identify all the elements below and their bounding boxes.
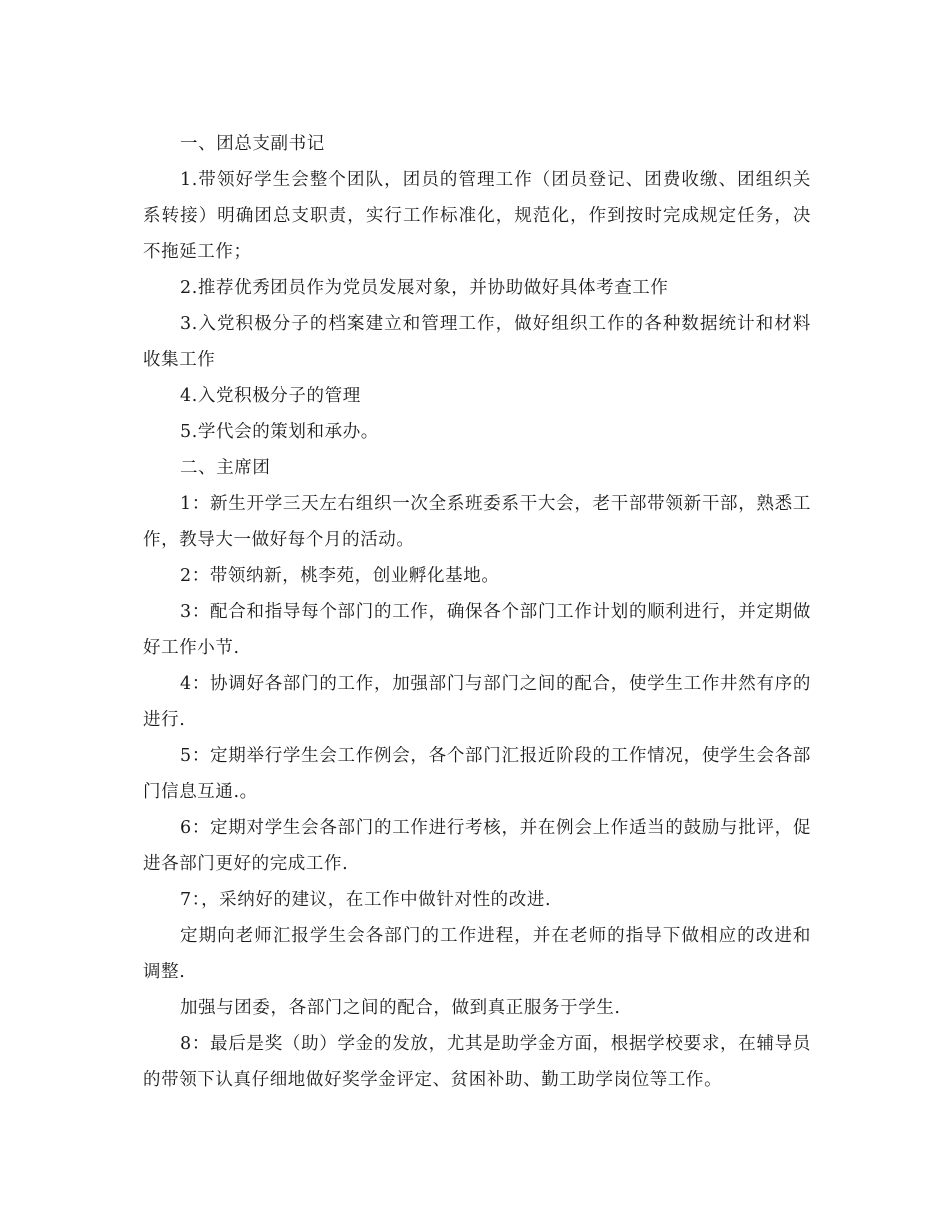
section-heading-deputy-secretary: 一、团总支副书记 xyxy=(180,134,325,154)
paragraph: 4.入党积极分子的管理 xyxy=(180,386,361,406)
paragraph: 2.推荐优秀团员作为党员发展对象，并协助做好具体考查工作 xyxy=(180,278,669,298)
paragraph: 1：新生开学三天左右组织一次全系班委系干大会，老干部带领新干部，熟悉工作，教导大一做好每个月的活动。 xyxy=(143,494,811,550)
paragraph: 5：定期举行学生会工作例会，各个部门汇报近阶段的工作情况，使学生会各部门信息互通.。 xyxy=(143,746,811,802)
paragraph: 1.带领好学生会整个团队，团员的管理工作（团员登记、团费收缴、团组织关系转接）明确团总支职责，实行工作标准化，规范化，作到按时完成规定任务，决不拖延工作； xyxy=(143,170,811,262)
paragraph: 7：，采纳好的建议，在工作中做针对性的改进. xyxy=(180,890,552,910)
paragraph: 3：配合和指导每个部门的工作，确保各个部门工作计划的顺利进行，并定期做好工作小节. xyxy=(143,602,811,658)
paragraph: 2：带领纳新，桃李苑，创业孵化基地。 xyxy=(180,566,500,586)
paragraph: 8：最后是奖（助）学金的发放，尤其是助学金方面，根据学校要求，在辅导员的带领下认真仔细地做好奖学金评定、贫困补助、勤工助学岗位等工作。 xyxy=(143,1034,811,1090)
document-body xyxy=(143,126,811,1098)
paragraph: 加强与团委，各部门之间的配合，做到真正服务于学生. xyxy=(180,998,621,1018)
paragraph: 4：协调好各部门的工作，加强部门与部门之间的配合，使学生工作井然有序的进行. xyxy=(143,674,811,730)
paragraph: 5.学代会的策划和承办。 xyxy=(180,422,379,442)
section-heading-presidium: 二、主席团 xyxy=(180,458,271,478)
paragraph: 6：定期对学生会各部门的工作进行考核，并在例会上作适当的鼓励与批评，促进各部门更好的完成工作. xyxy=(143,818,811,874)
paragraph: 定期向老师汇报学生会各部门的工作进程，并在老师的指导下做相应的改进和调整. xyxy=(143,926,811,982)
paragraph: 3.入党积极分子的档案建立和管理工作，做好组织工作的各种数据统计和材料收集工作 xyxy=(143,314,811,370)
